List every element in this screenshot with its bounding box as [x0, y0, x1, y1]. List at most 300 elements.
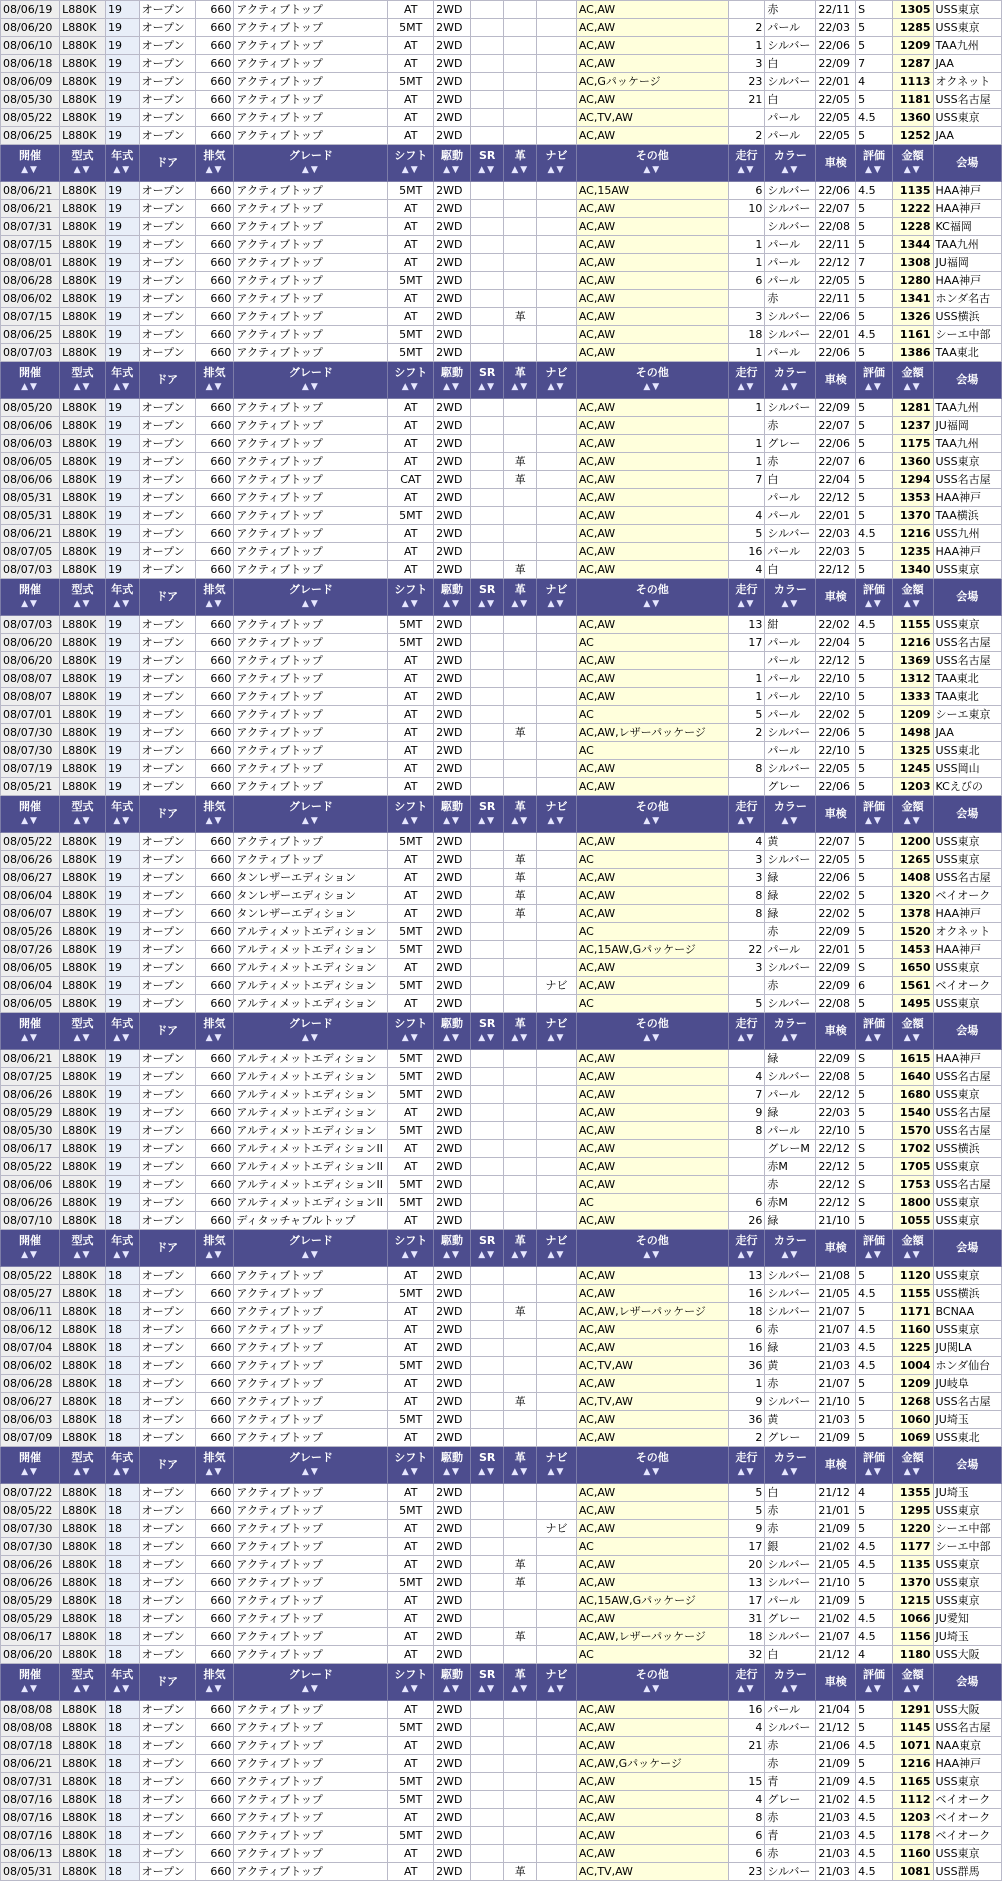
- sort-arrows-icon[interactable]: ▲▼: [903, 382, 922, 392]
- header-drive[interactable]: [434, 796, 471, 833]
- sort-arrows-icon[interactable]: ▲▼: [113, 1684, 132, 1694]
- table-row[interactable]: [1, 1845, 1002, 1863]
- header-cc[interactable]: [195, 579, 234, 616]
- header-leather[interactable]: [504, 796, 537, 833]
- sort-arrows-icon[interactable]: ▲▼: [865, 382, 883, 392]
- table-row[interactable]: [1, 1791, 1002, 1809]
- header-score[interactable]: [856, 1447, 893, 1484]
- sort-arrows-icon[interactable]: ▲▼: [21, 599, 39, 609]
- header-drive[interactable]: [434, 1664, 471, 1701]
- table-row[interactable]: [1, 778, 1002, 796]
- header-color[interactable]: [765, 362, 816, 399]
- table-row[interactable]: [1, 417, 1002, 435]
- header-nav[interactable]: [537, 1447, 577, 1484]
- header-mile[interactable]: [728, 1013, 765, 1050]
- table-row[interactable]: [1, 200, 1002, 218]
- table-row[interactable]: [1, 1303, 1002, 1321]
- sort-arrows-icon[interactable]: ▲▼: [643, 1250, 662, 1260]
- table-row[interactable]: [1, 182, 1002, 200]
- sort-arrows-icon[interactable]: ▲▼: [205, 1467, 224, 1477]
- header-other[interactable]: [576, 1664, 728, 1701]
- sort-arrows-icon[interactable]: ▲▼: [205, 165, 224, 175]
- sort-arrows-icon[interactable]: ▲▼: [547, 1684, 566, 1694]
- header-cc[interactable]: [195, 1664, 234, 1701]
- table-row[interactable]: [1, 218, 1002, 236]
- table-row[interactable]: [1, 507, 1002, 525]
- sort-arrows-icon[interactable]: ▲▼: [781, 599, 800, 609]
- header-cc[interactable]: [195, 796, 234, 833]
- header-score[interactable]: [856, 1013, 893, 1050]
- header-drive[interactable]: [434, 362, 471, 399]
- sort-arrows-icon[interactable]: ▲▼: [903, 1467, 922, 1477]
- header-color[interactable]: [765, 1664, 816, 1701]
- header-sr[interactable]: [470, 145, 504, 182]
- header-shift[interactable]: [388, 1013, 434, 1050]
- sort-arrows-icon[interactable]: ▲▼: [865, 1467, 883, 1477]
- header-mile[interactable]: [728, 579, 765, 616]
- sort-arrows-icon[interactable]: ▲▼: [113, 1467, 132, 1477]
- table-row[interactable]: [1, 73, 1002, 91]
- table-row[interactable]: [1, 1122, 1002, 1140]
- sort-arrows-icon[interactable]: ▲▼: [401, 165, 420, 175]
- sort-arrows-icon[interactable]: ▲▼: [547, 1250, 566, 1260]
- header-type[interactable]: [60, 796, 106, 833]
- header-leather[interactable]: [504, 145, 537, 182]
- header-mile[interactable]: [728, 362, 765, 399]
- table-row[interactable]: [1, 1556, 1002, 1574]
- header-grade[interactable]: [234, 796, 388, 833]
- table-row[interactable]: [1, 1050, 1002, 1068]
- header-price[interactable]: [892, 145, 933, 182]
- sort-arrows-icon[interactable]: ▲▼: [301, 1033, 320, 1043]
- sort-arrows-icon[interactable]: ▲▼: [478, 1250, 497, 1260]
- header-type[interactable]: [60, 1013, 106, 1050]
- header-price[interactable]: [892, 362, 933, 399]
- header-price[interactable]: [892, 1230, 933, 1267]
- table-row[interactable]: [1, 1719, 1002, 1737]
- header-sr[interactable]: [470, 796, 504, 833]
- header-cc[interactable]: [195, 1447, 234, 1484]
- sort-arrows-icon[interactable]: ▲▼: [865, 1033, 883, 1043]
- sort-arrows-icon[interactable]: ▲▼: [21, 382, 39, 392]
- header-other[interactable]: [576, 1230, 728, 1267]
- sort-arrows-icon[interactable]: ▲▼: [401, 382, 420, 392]
- header-other[interactable]: [576, 145, 728, 182]
- header-cc[interactable]: [195, 1230, 234, 1267]
- header-grade[interactable]: [234, 579, 388, 616]
- sort-arrows-icon[interactable]: ▲▼: [401, 599, 420, 609]
- table-row[interactable]: [1, 1863, 1002, 1881]
- sort-arrows-icon[interactable]: ▲▼: [643, 382, 662, 392]
- table-row[interactable]: [1, 254, 1002, 272]
- table-row[interactable]: [1, 1194, 1002, 1212]
- sort-arrows-icon[interactable]: ▲▼: [737, 599, 756, 609]
- sort-arrows-icon[interactable]: ▲▼: [643, 599, 662, 609]
- table-row[interactable]: [1, 977, 1002, 995]
- table-row[interactable]: [1, 1737, 1002, 1755]
- sort-arrows-icon[interactable]: ▲▼: [547, 1467, 566, 1477]
- header-sr[interactable]: [470, 1664, 504, 1701]
- sort-arrows-icon[interactable]: ▲▼: [903, 1033, 922, 1043]
- sort-arrows-icon[interactable]: ▲▼: [301, 1684, 320, 1694]
- table-row[interactable]: [1, 471, 1002, 489]
- header-mile[interactable]: [728, 1230, 765, 1267]
- table-row[interactable]: [1, 1701, 1002, 1719]
- sort-arrows-icon[interactable]: ▲▼: [511, 1250, 530, 1260]
- header-sr[interactable]: [470, 579, 504, 616]
- table-row[interactable]: [1, 1755, 1002, 1773]
- table-row[interactable]: [1, 995, 1002, 1013]
- table-row[interactable]: [1, 1538, 1002, 1556]
- table-row[interactable]: [1, 1, 1002, 19]
- header-grade[interactable]: [234, 145, 388, 182]
- sort-arrows-icon[interactable]: ▲▼: [903, 599, 922, 609]
- sort-arrows-icon[interactable]: ▲▼: [301, 1467, 320, 1477]
- header-year[interactable]: [105, 362, 139, 399]
- sort-arrows-icon[interactable]: ▲▼: [737, 1467, 756, 1477]
- header-score[interactable]: [856, 145, 893, 182]
- header-price[interactable]: [892, 1447, 933, 1484]
- sort-arrows-icon[interactable]: ▲▼: [781, 1684, 800, 1694]
- table-row[interactable]: [1, 869, 1002, 887]
- header-year[interactable]: [105, 579, 139, 616]
- table-row[interactable]: [1, 1411, 1002, 1429]
- table-row[interactable]: [1, 1610, 1002, 1628]
- header-type[interactable]: [60, 1664, 106, 1701]
- table-row[interactable]: [1, 887, 1002, 905]
- header-other[interactable]: [576, 579, 728, 616]
- header-year[interactable]: [105, 796, 139, 833]
- sort-arrows-icon[interactable]: ▲▼: [511, 1684, 530, 1694]
- table-row[interactable]: [1, 688, 1002, 706]
- sort-arrows-icon[interactable]: ▲▼: [73, 816, 92, 826]
- sort-arrows-icon[interactable]: ▲▼: [443, 1467, 461, 1477]
- sort-arrows-icon[interactable]: ▲▼: [73, 1467, 92, 1477]
- sort-arrows-icon[interactable]: ▲▼: [301, 599, 320, 609]
- header-date[interactable]: [1, 1013, 60, 1050]
- sort-arrows-icon[interactable]: ▲▼: [21, 165, 39, 175]
- table-row[interactable]: [1, 706, 1002, 724]
- header-nav[interactable]: [537, 362, 577, 399]
- sort-arrows-icon[interactable]: ▲▼: [737, 816, 756, 826]
- header-date[interactable]: [1, 579, 60, 616]
- header-price[interactable]: [892, 579, 933, 616]
- header-color[interactable]: [765, 579, 816, 616]
- sort-arrows-icon[interactable]: ▲▼: [478, 599, 497, 609]
- sort-arrows-icon[interactable]: ▲▼: [643, 1467, 662, 1477]
- header-shift[interactable]: [388, 145, 434, 182]
- sort-arrows-icon[interactable]: ▲▼: [903, 165, 922, 175]
- sort-arrows-icon[interactable]: ▲▼: [781, 382, 800, 392]
- sort-arrows-icon[interactable]: ▲▼: [73, 1250, 92, 1260]
- sort-arrows-icon[interactable]: ▲▼: [205, 1033, 224, 1043]
- table-row[interactable]: [1, 435, 1002, 453]
- table-row[interactable]: [1, 1267, 1002, 1285]
- header-cc[interactable]: [195, 1013, 234, 1050]
- header-year[interactable]: [105, 1230, 139, 1267]
- header-type[interactable]: [60, 1447, 106, 1484]
- table-row[interactable]: [1, 308, 1002, 326]
- sort-arrows-icon[interactable]: ▲▼: [401, 1467, 420, 1477]
- header-drive[interactable]: [434, 145, 471, 182]
- sort-arrows-icon[interactable]: ▲▼: [547, 165, 566, 175]
- sort-arrows-icon[interactable]: ▲▼: [547, 816, 566, 826]
- header-sr[interactable]: [470, 362, 504, 399]
- header-shift[interactable]: [388, 1447, 434, 1484]
- sort-arrows-icon[interactable]: ▲▼: [643, 1033, 662, 1043]
- sort-arrows-icon[interactable]: ▲▼: [443, 382, 461, 392]
- sort-arrows-icon[interactable]: ▲▼: [301, 382, 320, 392]
- sort-arrows-icon[interactable]: ▲▼: [443, 1684, 461, 1694]
- sort-arrows-icon[interactable]: ▲▼: [903, 1250, 922, 1260]
- header-shift[interactable]: [388, 1230, 434, 1267]
- sort-arrows-icon[interactable]: ▲▼: [21, 1684, 39, 1694]
- header-score[interactable]: [856, 796, 893, 833]
- header-other[interactable]: [576, 1013, 728, 1050]
- header-score[interactable]: [856, 1230, 893, 1267]
- sort-arrows-icon[interactable]: ▲▼: [401, 1033, 420, 1043]
- sort-arrows-icon[interactable]: ▲▼: [511, 1467, 530, 1477]
- header-year[interactable]: [105, 1013, 139, 1050]
- sort-arrows-icon[interactable]: ▲▼: [781, 816, 800, 826]
- header-leather[interactable]: [504, 362, 537, 399]
- header-date[interactable]: [1, 145, 60, 182]
- sort-arrows-icon[interactable]: ▲▼: [643, 816, 662, 826]
- table-row[interactable]: [1, 326, 1002, 344]
- header-score[interactable]: [856, 579, 893, 616]
- header-leather[interactable]: [504, 1013, 537, 1050]
- sort-arrows-icon[interactable]: ▲▼: [21, 816, 39, 826]
- sort-arrows-icon[interactable]: ▲▼: [865, 165, 883, 175]
- header-other[interactable]: [576, 796, 728, 833]
- table-row[interactable]: [1, 1375, 1002, 1393]
- header-color[interactable]: [765, 1230, 816, 1267]
- table-row[interactable]: [1, 1068, 1002, 1086]
- sort-arrows-icon[interactable]: ▲▼: [73, 1684, 92, 1694]
- header-nav[interactable]: [537, 1013, 577, 1050]
- sort-arrows-icon[interactable]: ▲▼: [865, 599, 883, 609]
- sort-arrows-icon[interactable]: ▲▼: [21, 1250, 39, 1260]
- table-row[interactable]: [1, 19, 1002, 37]
- sort-arrows-icon[interactable]: ▲▼: [401, 1250, 420, 1260]
- sort-arrows-icon[interactable]: ▲▼: [781, 165, 800, 175]
- header-other[interactable]: [576, 1447, 728, 1484]
- sort-arrows-icon[interactable]: ▲▼: [511, 599, 530, 609]
- header-date[interactable]: [1, 1664, 60, 1701]
- sort-arrows-icon[interactable]: ▲▼: [781, 1250, 800, 1260]
- table-row[interactable]: [1, 652, 1002, 670]
- sort-arrows-icon[interactable]: ▲▼: [737, 1033, 756, 1043]
- sort-arrows-icon[interactable]: ▲▼: [73, 382, 92, 392]
- header-year[interactable]: [105, 145, 139, 182]
- table-row[interactable]: [1, 1520, 1002, 1538]
- table-row[interactable]: [1, 1574, 1002, 1592]
- header-other[interactable]: [576, 362, 728, 399]
- header-date[interactable]: [1, 1447, 60, 1484]
- sort-arrows-icon[interactable]: ▲▼: [21, 1467, 39, 1477]
- table-row[interactable]: [1, 1628, 1002, 1646]
- sort-arrows-icon[interactable]: ▲▼: [511, 382, 530, 392]
- sort-arrows-icon[interactable]: ▲▼: [401, 816, 420, 826]
- sort-arrows-icon[interactable]: ▲▼: [737, 1250, 756, 1260]
- sort-arrows-icon[interactable]: ▲▼: [205, 1250, 224, 1260]
- header-leather[interactable]: [504, 579, 537, 616]
- header-grade[interactable]: [234, 1664, 388, 1701]
- header-nav[interactable]: [537, 1230, 577, 1267]
- sort-arrows-icon[interactable]: ▲▼: [865, 1250, 883, 1260]
- sort-arrows-icon[interactable]: ▲▼: [643, 165, 662, 175]
- table-row[interactable]: [1, 742, 1002, 760]
- header-mile[interactable]: [728, 145, 765, 182]
- table-row[interactable]: [1, 1429, 1002, 1447]
- header-type[interactable]: [60, 362, 106, 399]
- sort-arrows-icon[interactable]: ▲▼: [443, 165, 461, 175]
- table-row[interactable]: [1, 453, 1002, 471]
- sort-arrows-icon[interactable]: ▲▼: [113, 382, 132, 392]
- sort-arrows-icon[interactable]: ▲▼: [73, 165, 92, 175]
- table-row[interactable]: [1, 959, 1002, 977]
- header-color[interactable]: [765, 1013, 816, 1050]
- table-row[interactable]: [1, 833, 1002, 851]
- sort-arrows-icon[interactable]: ▲▼: [301, 165, 320, 175]
- sort-arrows-icon[interactable]: ▲▼: [443, 1250, 461, 1260]
- sort-arrows-icon[interactable]: ▲▼: [511, 816, 530, 826]
- table-row[interactable]: [1, 941, 1002, 959]
- header-price[interactable]: [892, 1013, 933, 1050]
- table-row[interactable]: [1, 344, 1002, 362]
- table-row[interactable]: [1, 905, 1002, 923]
- sort-arrows-icon[interactable]: ▲▼: [737, 165, 756, 175]
- table-row[interactable]: [1, 851, 1002, 869]
- header-shift[interactable]: [388, 1664, 434, 1701]
- header-type[interactable]: [60, 579, 106, 616]
- header-sr[interactable]: [470, 1447, 504, 1484]
- sort-arrows-icon[interactable]: ▲▼: [737, 382, 756, 392]
- sort-arrows-icon[interactable]: ▲▼: [511, 1033, 530, 1043]
- header-sr[interactable]: [470, 1013, 504, 1050]
- header-date[interactable]: [1, 1230, 60, 1267]
- table-row[interactable]: [1, 109, 1002, 127]
- table-row[interactable]: [1, 670, 1002, 688]
- table-row[interactable]: [1, 399, 1002, 417]
- header-mile[interactable]: [728, 796, 765, 833]
- header-type[interactable]: [60, 1230, 106, 1267]
- sort-arrows-icon[interactable]: ▲▼: [478, 1033, 497, 1043]
- sort-arrows-icon[interactable]: ▲▼: [21, 1033, 39, 1043]
- header-nav[interactable]: [537, 1664, 577, 1701]
- table-row[interactable]: [1, 91, 1002, 109]
- header-year[interactable]: [105, 1664, 139, 1701]
- header-mile[interactable]: [728, 1664, 765, 1701]
- table-row[interactable]: [1, 1484, 1002, 1502]
- table-row[interactable]: [1, 1809, 1002, 1827]
- table-row[interactable]: [1, 760, 1002, 778]
- sort-arrows-icon[interactable]: ▲▼: [301, 816, 320, 826]
- table-row[interactable]: [1, 1773, 1002, 1791]
- header-drive[interactable]: [434, 579, 471, 616]
- sort-arrows-icon[interactable]: ▲▼: [547, 1033, 566, 1043]
- header-mile[interactable]: [728, 1447, 765, 1484]
- sort-arrows-icon[interactable]: ▲▼: [301, 1250, 320, 1260]
- sort-arrows-icon[interactable]: ▲▼: [205, 599, 224, 609]
- table-row[interactable]: [1, 127, 1002, 145]
- table-row[interactable]: [1, 1176, 1002, 1194]
- table-row[interactable]: [1, 634, 1002, 652]
- sort-arrows-icon[interactable]: ▲▼: [113, 1250, 132, 1260]
- header-leather[interactable]: [504, 1664, 537, 1701]
- table-row[interactable]: [1, 525, 1002, 543]
- header-type[interactable]: [60, 145, 106, 182]
- header-shift[interactable]: [388, 579, 434, 616]
- sort-arrows-icon[interactable]: ▲▼: [205, 382, 224, 392]
- header-date[interactable]: [1, 796, 60, 833]
- table-row[interactable]: [1, 1212, 1002, 1230]
- header-nav[interactable]: [537, 796, 577, 833]
- sort-arrows-icon[interactable]: ▲▼: [643, 1684, 662, 1694]
- table-row[interactable]: [1, 923, 1002, 941]
- table-row[interactable]: [1, 1104, 1002, 1122]
- header-score[interactable]: [856, 362, 893, 399]
- header-grade[interactable]: [234, 1013, 388, 1050]
- table-row[interactable]: [1, 489, 1002, 507]
- header-drive[interactable]: [434, 1447, 471, 1484]
- table-row[interactable]: [1, 561, 1002, 579]
- sort-arrows-icon[interactable]: ▲▼: [865, 1684, 883, 1694]
- header-sr[interactable]: [470, 1230, 504, 1267]
- sort-arrows-icon[interactable]: ▲▼: [113, 816, 132, 826]
- header-cc[interactable]: [195, 145, 234, 182]
- sort-arrows-icon[interactable]: ▲▼: [903, 816, 922, 826]
- header-drive[interactable]: [434, 1013, 471, 1050]
- sort-arrows-icon[interactable]: ▲▼: [478, 816, 497, 826]
- sort-arrows-icon[interactable]: ▲▼: [737, 1684, 756, 1694]
- header-score[interactable]: [856, 1664, 893, 1701]
- table-row[interactable]: [1, 1393, 1002, 1411]
- table-row[interactable]: [1, 236, 1002, 254]
- sort-arrows-icon[interactable]: ▲▼: [547, 599, 566, 609]
- sort-arrows-icon[interactable]: ▲▼: [73, 1033, 92, 1043]
- table-row[interactable]: [1, 290, 1002, 308]
- sort-arrows-icon[interactable]: ▲▼: [113, 1033, 132, 1043]
- header-color[interactable]: [765, 796, 816, 833]
- table-row[interactable]: [1, 1592, 1002, 1610]
- sort-arrows-icon[interactable]: ▲▼: [401, 1684, 420, 1694]
- header-cc[interactable]: [195, 362, 234, 399]
- header-leather[interactable]: [504, 1447, 537, 1484]
- table-row[interactable]: [1, 1827, 1002, 1845]
- header-grade[interactable]: [234, 1447, 388, 1484]
- header-nav[interactable]: [537, 145, 577, 182]
- table-row[interactable]: [1, 55, 1002, 73]
- table-row[interactable]: [1, 1357, 1002, 1375]
- sort-arrows-icon[interactable]: ▲▼: [781, 1033, 800, 1043]
- header-shift[interactable]: [388, 796, 434, 833]
- sort-arrows-icon[interactable]: ▲▼: [478, 1684, 497, 1694]
- table-row[interactable]: [1, 1285, 1002, 1303]
- table-row[interactable]: [1, 1140, 1002, 1158]
- table-row[interactable]: [1, 1339, 1002, 1357]
- sort-arrows-icon[interactable]: ▲▼: [903, 1684, 922, 1694]
- header-leather[interactable]: [504, 1230, 537, 1267]
- table-row[interactable]: [1, 1646, 1002, 1664]
- sort-arrows-icon[interactable]: ▲▼: [113, 599, 132, 609]
- table-row[interactable]: [1, 616, 1002, 634]
- sort-arrows-icon[interactable]: ▲▼: [781, 1467, 800, 1477]
- header-color[interactable]: [765, 145, 816, 182]
- header-grade[interactable]: [234, 1230, 388, 1267]
- sort-arrows-icon[interactable]: ▲▼: [511, 165, 530, 175]
- header-price[interactable]: [892, 796, 933, 833]
